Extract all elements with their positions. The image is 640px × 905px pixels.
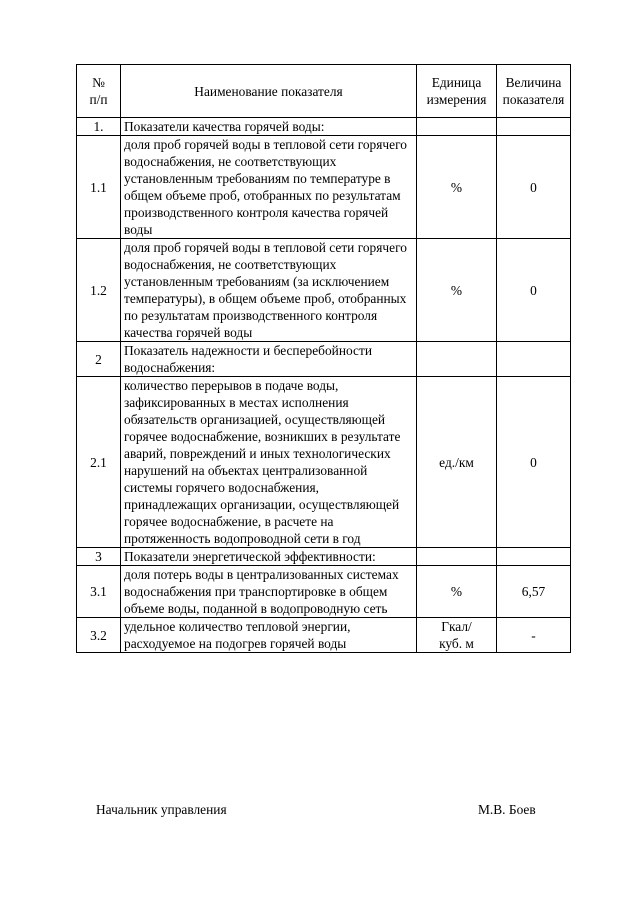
row-unit: Гкал/ куб. м (417, 618, 497, 653)
row-num: 1. (77, 118, 121, 136)
row-unit (417, 342, 497, 377)
row-name: удельное количество тепловой энергии, расходуемое на подогрев горячей воды (121, 618, 417, 653)
row-value: - (497, 618, 571, 653)
row-value: 0 (497, 239, 571, 342)
signatory-position: Начальник управления (96, 802, 227, 817)
row-value (497, 548, 571, 566)
row-value: 0 (497, 377, 571, 548)
row-unit: % (417, 239, 497, 342)
table-row (77, 377, 571, 548)
row-name: доля потерь воды в централизованных системах водоснабжения при транспортировке в общем объеме воды, поданной в водопроводную сеть (121, 566, 417, 618)
signatory-name: М.В. Боев (478, 802, 536, 817)
table-row (77, 239, 571, 342)
row-name: количество перерывов в подаче воды, зафиксированных в местах исполнения обязательств организацией, осуществляющей горячее водоснабжение, возникших в результате аварий, повреждений и иных технологических нарушений на объектах централизованной системы горячего водоснабжения, принадлежащих организации, осуществляющей горячее водоснабжение, в расчете на протяженность водопроводной сети в год (121, 377, 417, 548)
indicators-table (76, 64, 571, 653)
row-value (497, 342, 571, 377)
table-row (77, 118, 571, 136)
row-value: 6,57 (497, 566, 571, 618)
row-unit: % (417, 566, 497, 618)
table-row (77, 618, 571, 653)
row-unit: ед./км (417, 377, 497, 548)
row-num: 1.1 (77, 136, 121, 239)
row-name: Показатель надежности и бесперебойности водоснабжения: (121, 342, 417, 377)
table-header-row (77, 65, 571, 118)
table-row (77, 548, 571, 566)
header-num: № п/п (77, 65, 121, 118)
header-unit: Единица измерения (417, 65, 497, 118)
row-num: 3.2 (77, 618, 121, 653)
row-num: 1.2 (77, 239, 121, 342)
header-name: Наименование показателя (121, 65, 417, 118)
row-name: Показатели энергетической эффективности: (121, 548, 417, 566)
row-num: 3 (77, 548, 121, 566)
row-value (497, 118, 571, 136)
row-unit (417, 548, 497, 566)
row-num: 2 (77, 342, 121, 377)
table-row (77, 136, 571, 239)
row-name: доля проб горячей воды в тепловой сети горячего водоснабжения, не соответствующих установленным требованиям (за исключением температуры), в общем объеме проб, отобранных по результатам производственного контроля качества горячей воды (121, 239, 417, 342)
table-row (77, 342, 571, 377)
row-unit (417, 118, 497, 136)
row-unit: % (417, 136, 497, 239)
row-name: Показатели качества горячей воды: (121, 118, 417, 136)
row-name: доля проб горячей воды в тепловой сети горячего водоснабжения, не соответствующих установленным требованиям по температуре в общем объеме проб, отобранных по результатам производственного контроля качества горячей воды (121, 136, 417, 239)
row-num: 3.1 (77, 566, 121, 618)
row-num: 2.1 (77, 377, 121, 548)
row-value: 0 (497, 136, 571, 239)
table-row (77, 566, 571, 618)
header-value: Величина показателя (497, 65, 571, 118)
